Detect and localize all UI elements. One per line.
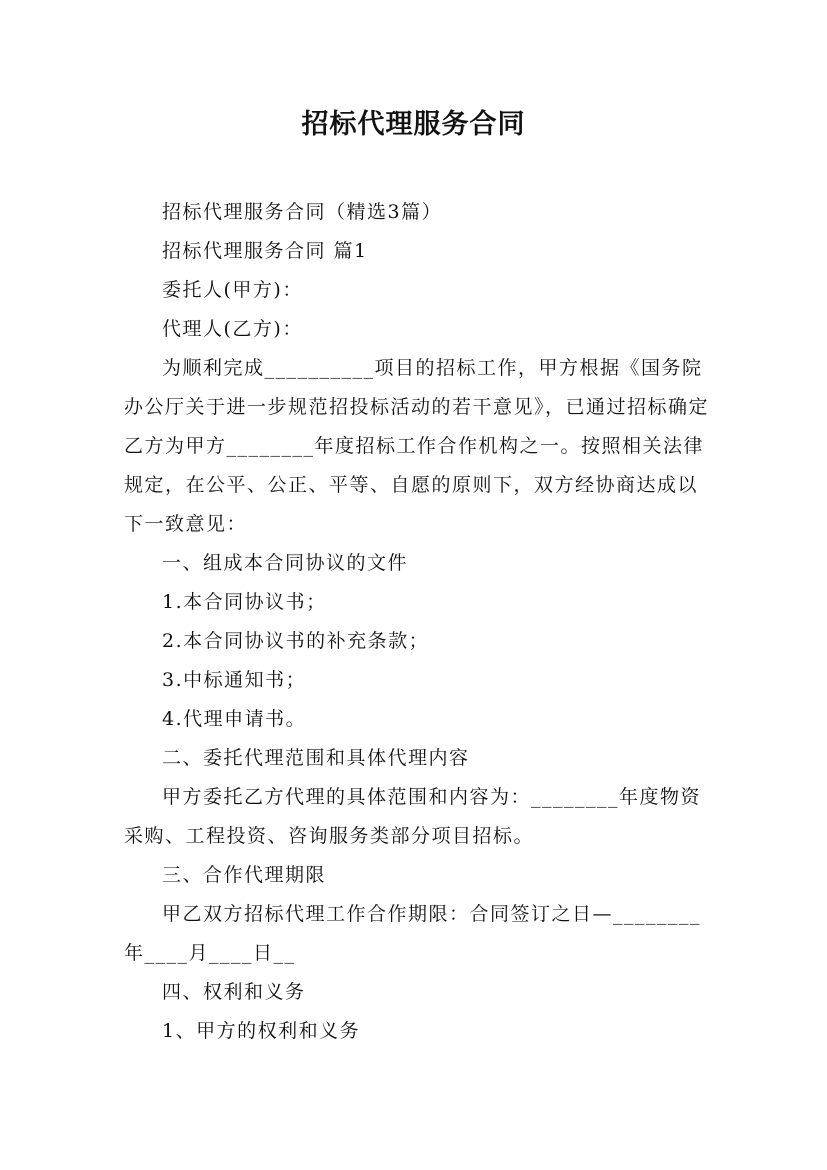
list-item: 3.中标通知书； (162, 669, 307, 691)
list-item: 4.代理申请书。 (162, 708, 307, 730)
paragraph-part-heading: 招标代理服务合同 篇1 (162, 240, 368, 262)
paragraph-party-a: 委托人(甲方)： (162, 279, 303, 301)
list-item: 2.本合同协议书的补充条款； (162, 630, 430, 652)
document-title: 招标代理服务合同 (301, 109, 526, 140)
paragraph-intro: 招标代理服务合同（精选3篇） (162, 201, 443, 223)
section-heading-1: 一、组成本合同协议的文件 (162, 552, 409, 574)
section-heading-2: 二、委托代理范围和具体代理内容 (162, 747, 470, 769)
subsection-heading: 1、甲方的权利和义务 (162, 1020, 361, 1042)
paragraph-party-b: 代理人(乙方)： (162, 318, 303, 340)
paragraph-term: 甲乙双方招标代理工作合作期限：合同签订之日—________年____月____日__ (124, 903, 702, 964)
paragraph-preamble: 为顺利完成__________项目的招标工作，甲方根据《国务院办公厅关于进一步规范招投标活动的若干意见》，已通过招标确定乙方为甲方________年度招标工作合作机构之一。按照相关法律规定，在公平、公正、平等、自愿的原则下，双方经协商达成以下一致意见： (124, 357, 710, 535)
list-item: 1.本合同协议书； (162, 591, 327, 613)
section-heading-4: 四、权利和义务 (162, 981, 306, 1003)
paragraph-scope: 甲方委托乙方代理的具体范围和内容为：________年度物资采购、工程投资、咨询服务类部分项目招标。 (124, 786, 702, 847)
document-body (124, 193, 714, 1051)
section-heading-3: 三、合作代理期限 (162, 864, 327, 886)
